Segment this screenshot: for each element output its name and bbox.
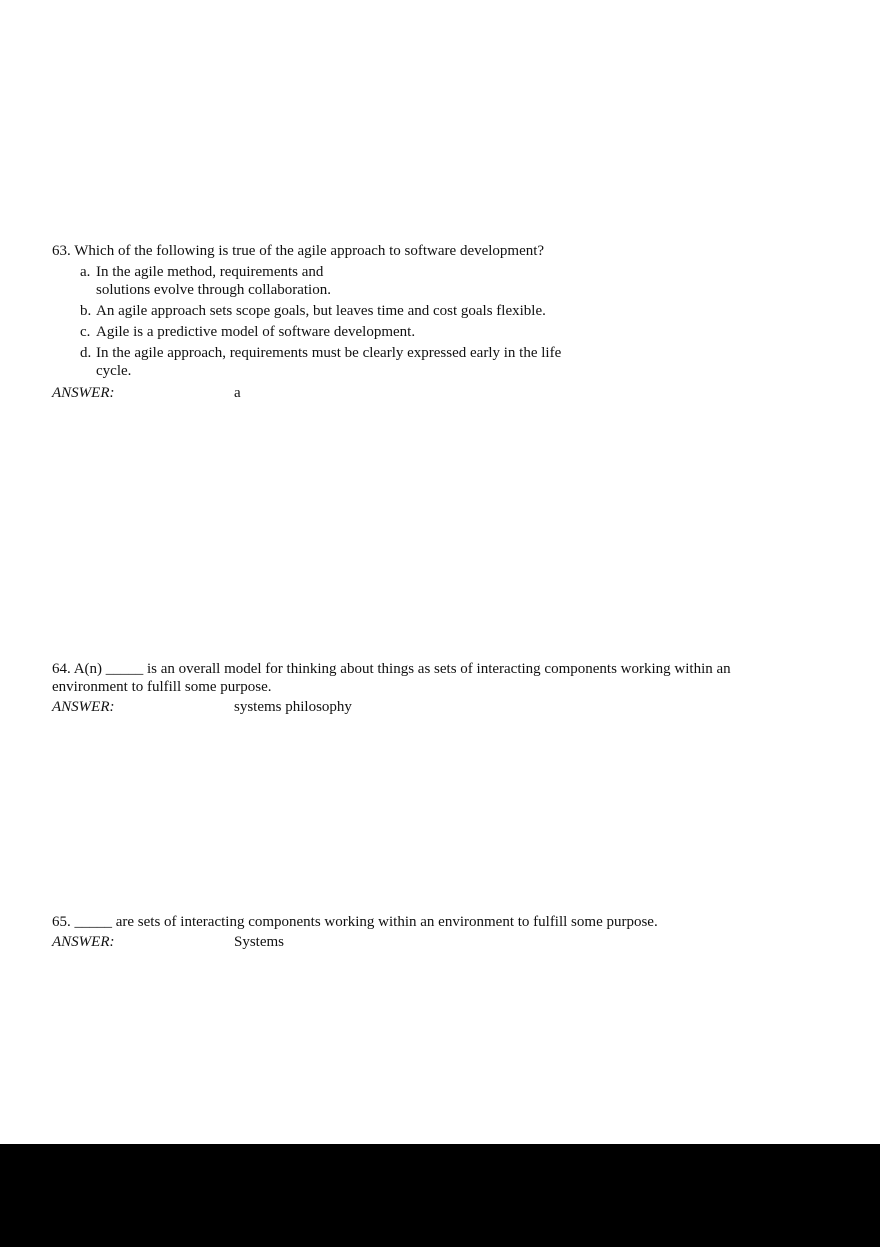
answer-row [52,698,782,716]
option-c [52,323,612,341]
answer-row [52,933,752,951]
option-a [52,263,612,299]
answer-label: ANSWER: [52,385,115,401]
question-65 [52,913,752,951]
answer-value: systems philosophy [234,699,352,715]
answer-label: ANSWER: [52,934,115,950]
answer-value: Systems [234,934,285,950]
option-b [52,302,612,320]
question-number: 65. [52,914,71,930]
bottom-black-band [0,1144,880,1247]
answer-label: ANSWER: [52,699,115,715]
question-text: A(n) _____ is an overall model for thinking about things as sets of interacting components working within an environment to fulfill some purpose. [52,661,731,695]
option-text: Agile is a predictive model of software development. [96,324,416,340]
option-text: An agile approach sets scope goals, but leaves time and cost goals flexible. [96,303,546,319]
question-stem [52,913,752,931]
question-stem [52,242,612,260]
option-letter: a. [80,264,91,280]
question-text: Which of the following is true of the agile approach to software development? [74,243,545,259]
option-text: In the agile approach, requirements must be clearly expressed early in the life cycle. [96,345,562,379]
option-text: In the agile method, requirements and solutions evolve through collaboration. [96,264,331,298]
question-number: 63. [52,243,71,259]
option-letter: c. [80,324,91,340]
answer-value: a [234,385,241,401]
question-64 [52,660,782,716]
question-text: _____ are sets of interacting components working within an environment to fulfill some purpose. [74,914,658,930]
answer-row [52,384,612,402]
option-letter: d. [80,345,92,361]
question-number: 64. [52,661,71,677]
option-letter: b. [80,303,92,319]
question-63 [52,242,612,402]
option-d [52,344,612,380]
question-stem [52,660,782,696]
